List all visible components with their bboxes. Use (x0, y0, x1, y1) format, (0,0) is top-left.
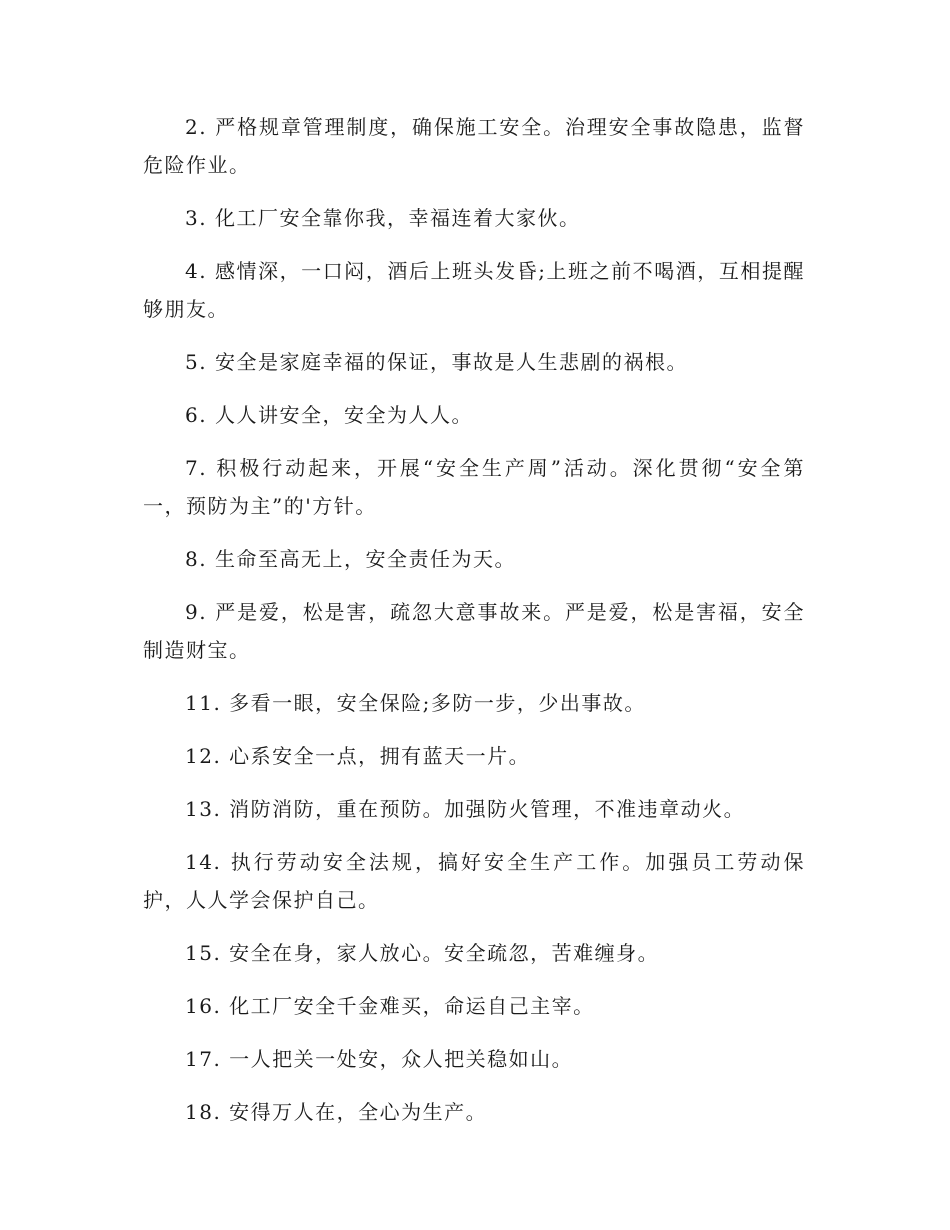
slogan-item-2: 2. 严格规章管理制度，确保施工安全。治理安全事故隐患，监督危险作业。 (143, 115, 805, 177)
slogan-item-16: 16. 化工厂安全千金难买，命运自己主宰。 (185, 994, 595, 1018)
slogan-item-15: 15. 安全在身，家人放心。安全疏忽，苦难缠身。 (185, 941, 660, 965)
slogan-item-12: 12. 心系安全一点，拥有蓝天一片。 (185, 744, 531, 768)
slogan-item-4: 4. 感情深，一口闷，酒后上班头发昏;上班之前不喝酒，互相提醒够朋友。 (143, 259, 805, 321)
slogan-item-5: 5. 安全是家庭幸福的保证，事故是人生悲剧的祸根。 (185, 350, 688, 374)
slogan-item-14: 14. 执行劳动安全法规，搞好安全生产工作。加强员工劳动保护，人人学会保护自己。 (143, 850, 805, 912)
slogan-item-8: 8. 生命至高无上，安全责任为天。 (185, 547, 516, 571)
slogan-item-11: 11. 多看一眼，安全保险;多防一步，少出事故。 (185, 691, 646, 715)
slogan-item-9: 9. 严是爱，松是害，疏忽大意事故来。严是爱，松是害福，安全制造财宝。 (143, 600, 805, 662)
slogan-item-7: 7. 积极行动起来，开展“安全生产周”活动。深化贯彻“安全第一，预防为主”的'方针。 (143, 456, 805, 518)
slogan-item-17: 17. 一人把关一处安，众人把关稳如山。 (185, 1047, 574, 1071)
slogan-item-3: 3. 化工厂安全靠你我，幸福连着大家伙。 (185, 206, 581, 230)
slogan-item-18: 18. 安得万人在，全心为生产。 (185, 1100, 488, 1124)
slogan-item-13: 13. 消防消防，重在预防。加强防火管理，不准违章动火。 (185, 797, 746, 821)
slogan-item-6: 6. 人人讲安全，安全为人人。 (185, 403, 473, 427)
document-body (143, 108, 805, 1146)
